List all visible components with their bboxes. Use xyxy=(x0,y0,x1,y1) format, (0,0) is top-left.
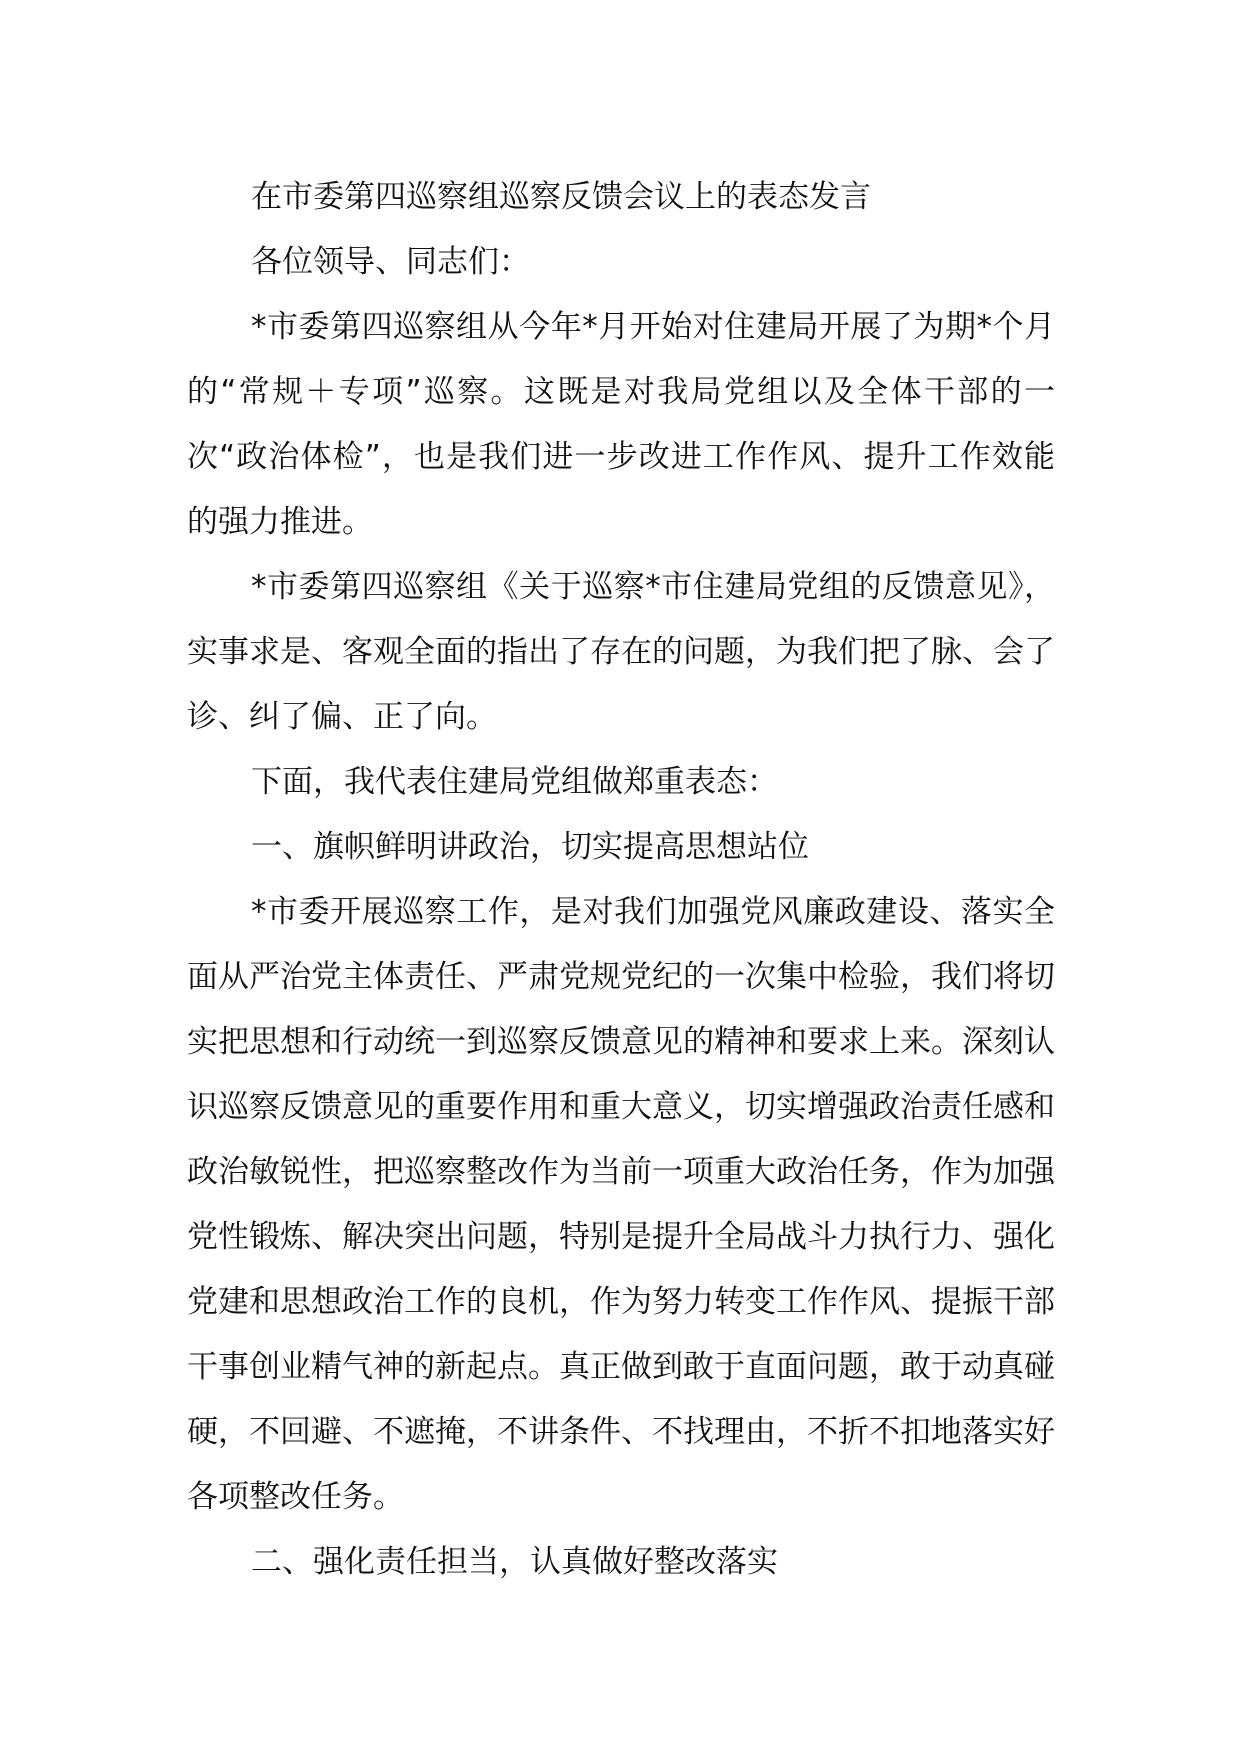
document-page xyxy=(187,165,1055,1595)
salutation: 各位领导、同志们： xyxy=(251,244,530,280)
feedback-paragraph: *市委第四巡察组《关于巡察*市住建局党组的反馈意见》，实事求是、客观全面的指出了存在的问题，为我们把了脉、会了诊、纠了偏、正了向。 xyxy=(187,569,1055,735)
document-title: 在市委第四巡察组巡察反馈会议上的表态发言 xyxy=(251,179,871,215)
intro-paragraph: *市委第四巡察组从今年*月开始对住建局开展了为期*个月的“常规＋专项”巡察。这既是对我局党组以及全体干部的一次“政治体检”，也是我们进一步改进工作作风、提升工作效能的强力推进。 xyxy=(187,309,1055,540)
section-heading-2: 二、强化责任担当，认真做好整改落实 xyxy=(251,1544,778,1580)
section-heading-1: 一、旗帜鲜明讲政治，切实提高思想站位 xyxy=(251,829,809,865)
statement-lead: 下面，我代表住建局党组做郑重表态： xyxy=(251,764,778,800)
section-body-1: *市委开展巡察工作，是对我们加强党风廉政建设、落实全面从严治党主体责任、严肃党规党纪的一次集中检验，我们将切实把思想和行动统一到巡察反馈意见的精神和要求上来。深刻认识巡察反馈意见的重要作用和重大意义，切实增强政治责任感和政治敏锐性，把巡察整改作为当前一项重大政治任务，作为加强党性锻炼、解决突出问题，特别是提升全局战斗力执行力、强化党建和思想政治工作的良机，作为努力转变工作作风、提振干部干事创业精气神的新起点。真正做到敢于直面问题，敢于动真碰硬，不回避、不遮掩，不讲条件、不找理由，不折不扣地落实好各项整改任务。 xyxy=(187,894,1055,1515)
